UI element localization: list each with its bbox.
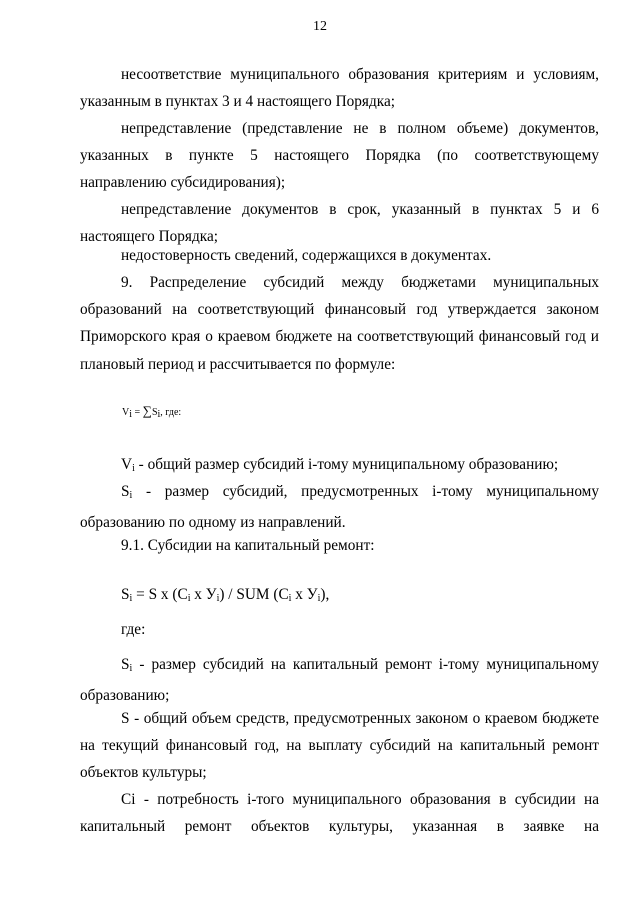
symbol-s-index: i [129,490,133,501]
formula-total [122,404,181,422]
formula-eq: = [132,407,143,418]
symbol-s2: S [121,656,130,673]
symbol-s: S [121,483,130,500]
formula2-part5: ), [320,586,330,603]
symbol-v: V [121,456,133,473]
formula2-part3: ) / SUM (C [219,586,289,603]
paragraph-ci-need: Ci - потребность i-того муниципального образования в субсидии на капитальный ремонт объектов культуры, указанная в заявке на [80,791,599,836]
formula-s-index: i [157,409,161,420]
formula-capital-repair [80,581,640,612]
formula-v: V [122,407,130,418]
formula2-u-index: i [216,593,220,604]
formula2-part2: x У [190,586,217,603]
paragraph-criteria: несоответствие муниципального образования критериям и условиям, указанным в пунктах 3 и 4 настоящего Порядка; [80,66,599,111]
paragraph-inaccuracy: недостоверность сведений, содержащихся в документах. [121,247,492,264]
paragraph-documents: непредставление (представление не в полном объеме) документов, указанных в пункте 5 настоящего Порядка (по соответствующему направлению субсидирования); [80,120,599,192]
page-number: 12 [313,19,327,34]
where-label: где: [121,621,146,638]
formula-v-index: i [129,409,133,420]
paragraph-capital-repair: 9.1. Субсидии на капитальный ремонт: [121,537,375,554]
sum-symbol: ∑ [142,403,152,418]
vi-definition-text: - общий размер субсидий i-тому муниципальному образованию; [134,456,559,473]
si-definition-text: - размер субсидий, предусмотренных i-тому муниципальному образованию по одному из направлений. [80,483,599,532]
formula-tail: , где: [160,407,182,418]
formula2-u2-index: i [317,593,321,604]
si-capital-text: - размер субсидий на капитальный ремонт i-тому муниципальному образованию; [80,656,599,705]
formula2-s: S [121,586,130,603]
symbol-s2-index: i [129,663,133,674]
formula2-part4: x У [291,586,318,603]
paragraph-si-definition [80,478,599,536]
formula2-part1: = S x (C [132,586,188,603]
formula2-s-index: i [129,593,133,604]
paragraph-si-capital [80,651,599,709]
formula2-c2-index: i [288,593,292,604]
formula2-c-index: i [187,593,191,604]
symbol-v-index: i [132,463,135,474]
paragraph-distribution: 9. Распределение субсидий между бюджетами муниципальных образований на соответствующий финансовый год утверждается законом Приморского края о краевом бюджете на соответствующий финансовый год и плановый период и рассчитывается по формуле: [80,274,599,373]
paragraph-s-total: S - общий объем средств, предусмотренных законом о краевом бюджете на текущий финансовый год, на выплату субсидий на капитальный ремонт объектов культуры; [80,710,599,782]
formula-s: S [151,407,158,418]
paragraph-deadline: непредставление документов в срок, указанный в пунктах 5 и 6 настоящего Порядка; [80,201,599,246]
